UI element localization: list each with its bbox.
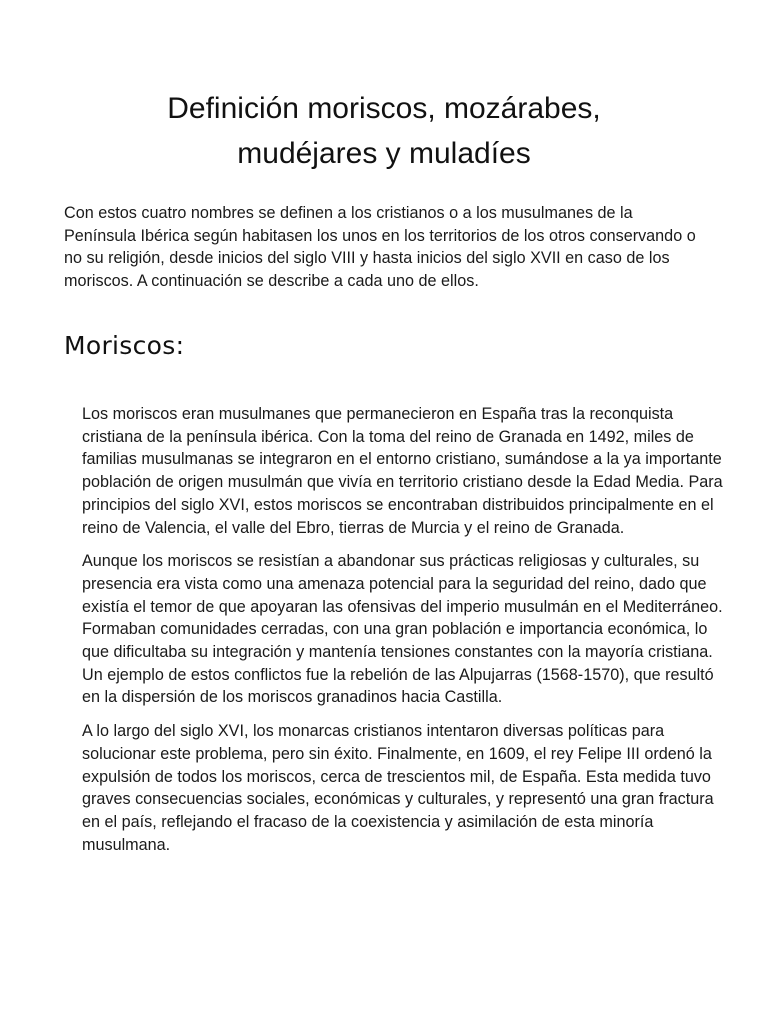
section-heading-moriscos: Moriscos: (64, 331, 185, 360)
body-paragraph-1: Los moriscos eran musulmanes que permanecieron en España tras la reconquista cristiana de la península ibérica. Con la toma del reino de Granada en 1492, miles de familias musulmanas se integraron en el entorno cristiano, sumándose a la ya importante población de origen musulmán que vivía en territorio cristiano desde la Edad Media. Para principios del siglo XVI, estos moriscos se encontraban distribuidos principalmente en el reino de Valencia, el valle del Ebro, tierras de Murcia y el reino de Granada. (82, 405, 723, 537)
intro-paragraph: Con estos cuatro nombres se definen a los cristianos o a los musulmanes de la Península Ibérica según habitasen los unos en los territorios de los otros conservando o no su religión, desde inicios del siglo VIII y hasta inicios del siglo XVII en caso de los moriscos. A continuación se describe a cada uno de ellos. (64, 204, 696, 291)
body-paragraph-3: A lo largo del siglo XVI, los monarcas cristianos intentaron diversas políticas para solucionar este problema, pero sin éxito. Finalmente, en 1609, el rey Felipe III ordenó la expulsión de todos los moriscos, cerca de trescientos mil, de España. Esta medida tuvo graves consecuencias sociales, económicas y culturales, y representó una gran fractura en el país, reflejando el fracaso de la coexistencia y asimilación de esta minoría musulmana. (82, 722, 714, 854)
page-title (84, 86, 684, 176)
title-line-2: mudéjares y muladíes (237, 137, 531, 170)
section-body (82, 403, 734, 867)
body-paragraph-2: Aunque los moriscos se resistían a abandonar sus prácticas religiosas y culturales, su presencia era vista como una amenaza potencial para la seguridad del reino, dado que existía el temor de que apoyaran las ofensivas del imperio musulmán en el Mediterráneo. Formaban comunidades cerradas, con una gran población e importancia económica, lo que dificultaba su integración y mantenía tensiones constantes con la mayoría cristiana. Un ejemplo de estos conflictos fue la rebelión de las Alpujarras (1568-1570), que resultó en la dispersión de los moriscos granadinos hacia Castilla. (82, 552, 723, 707)
title-line-1: Definición moriscos, mozárabes, (167, 92, 601, 125)
